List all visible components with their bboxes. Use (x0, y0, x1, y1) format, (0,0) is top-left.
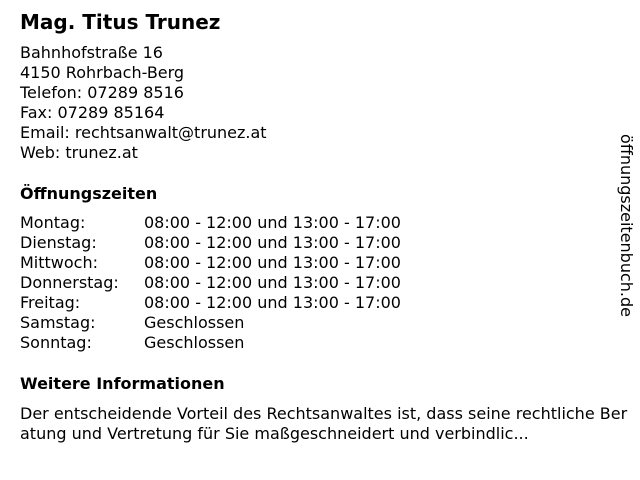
hours-row-sunday (20, 333, 460, 353)
hours-row-wednesday (20, 253, 460, 273)
time-value: 08:00 - 12:00 und 13:00 - 17:00 (144, 253, 401, 272)
day-label: Mittwoch: (20, 253, 98, 272)
site-watermark: öffnungszeitenbuch.de (617, 134, 636, 317)
time-value: Geschlossen (144, 333, 245, 352)
time-value: Geschlossen (144, 313, 245, 332)
time-value: 08:00 - 12:00 und 13:00 - 17:00 (144, 273, 401, 292)
further-info-text: Der entscheidende Vorteil des Rechtsanwaltes ist, dass seine rechtliche Beratung und Vertretung für Sie maßgeschneidert und verbindlic... (20, 404, 628, 443)
day-label: Samstag: (20, 313, 96, 332)
day-label: Dienstag: (20, 233, 97, 252)
time-value: 08:00 - 12:00 und 13:00 - 17:00 (144, 293, 401, 312)
city: 4150 Rohrbach-Berg (20, 63, 185, 82)
street-address: Bahnhofstraße 16 (20, 43, 163, 62)
hours-row-friday (20, 293, 460, 313)
website: Web: trunez.at (20, 143, 138, 162)
fax: Fax: 07289 85164 (20, 103, 165, 122)
hours-row-saturday (20, 313, 460, 333)
further-info-heading: Weitere Informationen (20, 374, 225, 393)
opening-hours-table (20, 213, 460, 353)
day-label: Sonntag: (20, 333, 92, 352)
business-name: Mag. Titus Trunez (20, 10, 221, 34)
email: Email: rechtsanwalt@trunez.at (20, 123, 267, 142)
opening-hours-heading: Öffnungszeiten (20, 184, 158, 203)
time-value: 08:00 - 12:00 und 13:00 - 17:00 (144, 233, 401, 252)
time-value: 08:00 - 12:00 und 13:00 - 17:00 (144, 213, 401, 232)
phone: Telefon: 07289 8516 (20, 83, 184, 102)
day-label: Freitag: (20, 293, 81, 312)
day-label: Donnerstag: (20, 273, 119, 292)
hours-row-monday (20, 213, 460, 233)
day-label: Montag: (20, 213, 86, 232)
hours-row-thursday (20, 273, 460, 293)
contact-block (20, 43, 267, 163)
hours-row-tuesday (20, 233, 460, 253)
